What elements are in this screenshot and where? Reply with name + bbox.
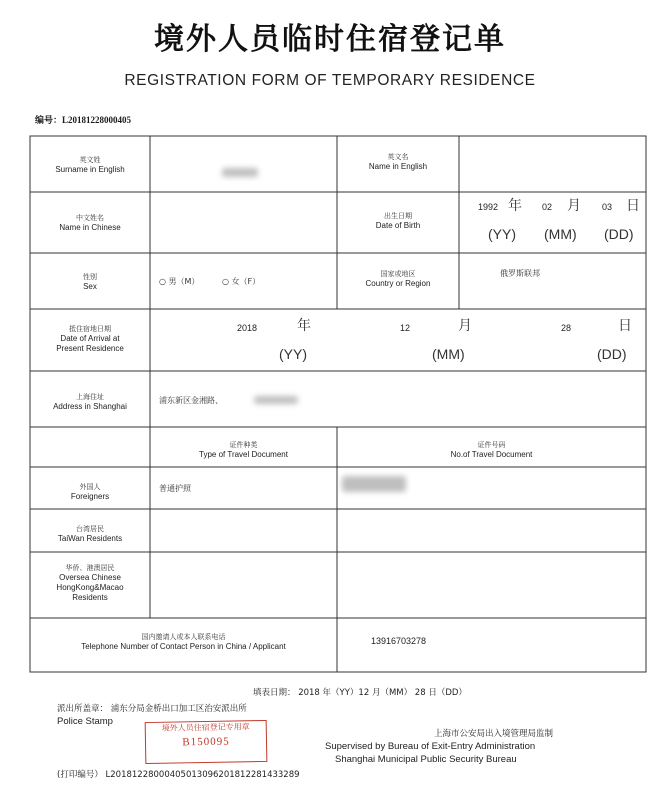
arrival-year-unit: 年 — [297, 318, 311, 334]
address-value: 浦东新区金湘路、 — [159, 396, 223, 405]
form-title-chinese: 境外人员临时住宿登记单 — [154, 22, 506, 57]
radio-icon: ○ — [159, 277, 166, 286]
dob-year-unit: 年 — [508, 198, 522, 214]
address-redacted — [254, 396, 298, 404]
print-number: (打印编号） L20181228000405013096201812281433289 — [57, 770, 300, 780]
supervised-by-cn: 上海市公安局出入境管理局监制 — [434, 729, 554, 739]
given-name-label: 英文名 Name in English — [368, 153, 428, 171]
arrival-month-unit: 月 — [458, 318, 472, 334]
sex-male-option[interactable]: ○ 男（M） — [159, 277, 200, 286]
document-number-header: 证件号码 No.of Travel Document — [450, 441, 533, 459]
taiwan-residents-label: 台湾居民 TaiWan Residents — [57, 525, 123, 543]
arrival-mm-hint: (MM) — [432, 346, 465, 362]
radio-icon: ○ — [222, 277, 229, 286]
dob-day-unit: 日 — [626, 198, 640, 214]
sex-label: 性别 Sex — [83, 273, 97, 291]
dob-month-unit: 月 — [567, 198, 581, 214]
dob-year: 1992 — [478, 202, 499, 212]
police-stamp: 境外人员住宿登记专用章 B150095 — [145, 720, 268, 764]
supervised-by-en-line1: Supervised by Bureau of Exit-Entry Administration — [325, 741, 536, 752]
police-station-cn: 派出所盖章： 浦东分局金桥出口加工区治安派出所 — [57, 704, 247, 714]
serial-number: 编号：L20181228000405 — [35, 115, 132, 125]
dob-month: 02 — [542, 202, 553, 212]
arrival-date-label: 抵住宿地日期 Date of Arrival at Present Residence — [56, 325, 124, 353]
foreigners-document-type: 普通护照 — [159, 484, 191, 493]
form-title-english: REGISTRATION FORM OF TEMPORARY RESIDENCE — [124, 72, 536, 89]
dob-dd-hint: (DD) — [604, 226, 634, 242]
arrival-year: 2018 — [237, 323, 258, 333]
arrival-yy-hint: (YY) — [279, 346, 307, 362]
chinese-name-label: 中文姓名 Name in Chinese — [59, 214, 121, 232]
arrival-day: 28 — [561, 323, 572, 333]
dob-mm-hint: (MM) — [544, 226, 577, 242]
dob-label: 出生日期 Date of Birth — [375, 212, 421, 230]
dob-yy-hint: (YY) — [488, 226, 516, 242]
arrival-month: 12 — [400, 323, 411, 333]
arrival-day-unit: 日 — [618, 318, 632, 334]
fill-date: 填表日期： 2018 年（YY）12 月（MM） 28 日（DD） — [253, 688, 467, 698]
arrival-dd-hint: (DD) — [597, 346, 627, 362]
sex-female-option[interactable]: ○ 女（F） — [222, 277, 261, 286]
document-number-redacted — [342, 476, 406, 492]
police-stamp-label: Police Stamp — [57, 716, 113, 727]
supervised-by-en-line2: Shanghai Municipal Public Security Bureau — [335, 754, 517, 765]
contact-phone-value: 13916703278 — [371, 636, 427, 646]
address-label: 上海住址 Address in Shanghai — [53, 393, 127, 411]
contact-phone-label: 国内邀请人或本人联系电话 Telephone Number of Contact Person in China / Applicant — [81, 633, 286, 651]
foreigners-label: 外国人 Foreigners — [70, 483, 110, 501]
country-label: 国家或地区 Country or Region — [365, 270, 431, 288]
surname-value-redacted — [222, 168, 258, 177]
country-value: 俄罗斯联邦 — [500, 269, 540, 278]
surname-label: 英文姓 Surname in English — [55, 156, 125, 174]
document-type-header: 证件种类 Type of Travel Document — [199, 441, 288, 459]
dob-day: 03 — [602, 202, 613, 212]
stamp-number: B150095 — [182, 735, 230, 749]
overseas-chinese-label: 华侨、港澳居民 Oversea Chinese HongKong&Macao Residents — [56, 564, 124, 602]
